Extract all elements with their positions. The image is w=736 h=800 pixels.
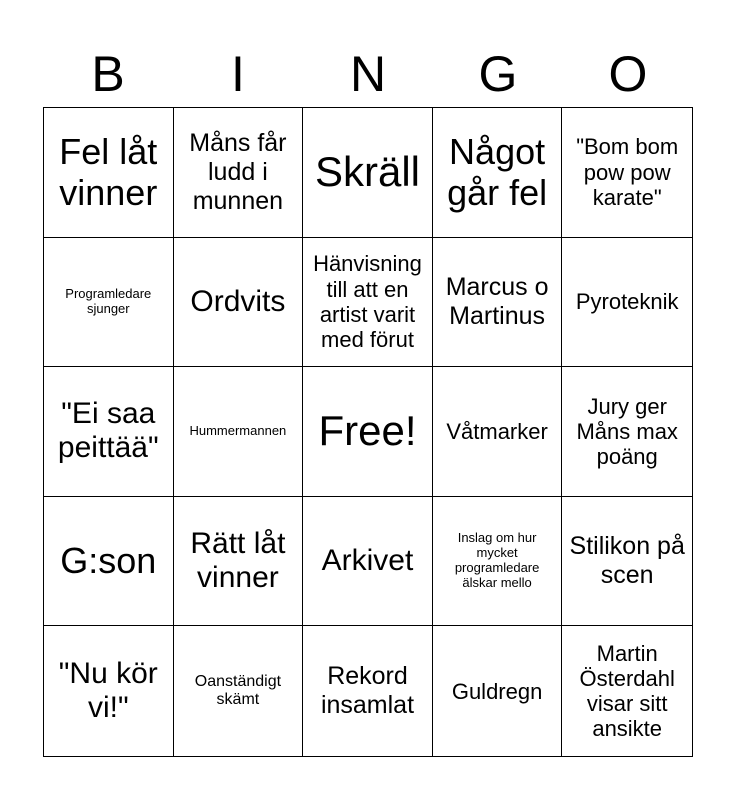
bingo-board (43, 107, 693, 757)
bingo-cell[interactable]: G:son (44, 497, 174, 627)
bingo-cell[interactable]: "Nu kör vi!" (44, 626, 174, 756)
bingo-cell[interactable]: Hänvisning till att en artist varit med förut (303, 238, 433, 368)
bingo-cell[interactable]: Skräll (303, 108, 433, 238)
bingo-cell[interactable]: Måns får ludd i munnen (174, 108, 304, 238)
bingo-cell[interactable]: Guldregn (433, 626, 563, 756)
bingo-cell[interactable]: Ordvits (174, 238, 304, 368)
bingo-cell[interactable]: "Ei saa peittää" (44, 367, 174, 497)
bingo-cell[interactable]: Något går fel (433, 108, 563, 238)
bingo-cell-free[interactable]: Free! (303, 367, 433, 497)
bingo-cell[interactable]: Fel låt vinner (44, 108, 174, 238)
bingo-cell[interactable]: Pyroteknik (562, 238, 692, 368)
header-letter-b: B (91, 46, 125, 102)
bingo-cell[interactable]: Rekord insamlat (303, 626, 433, 756)
bingo-cell[interactable]: Hummermannen (174, 367, 304, 497)
bingo-cell[interactable]: Arkivet (303, 497, 433, 627)
bingo-cell[interactable]: Martin Österdahl visar sitt ansikte (579, 640, 675, 742)
header-letter-o: O (608, 46, 648, 102)
header-letter-n: N (349, 46, 387, 102)
bingo-cell[interactable]: Rätt låt vinner (174, 497, 304, 627)
header-letter-g: G (478, 46, 518, 102)
bingo-cell[interactable]: Programledare sjunger (44, 238, 174, 368)
header-letter-i: I (231, 46, 245, 102)
bingo-header (43, 40, 693, 108)
bingo-cell[interactable]: Stilikon på scen (562, 497, 692, 627)
bingo-cell[interactable]: Våtmarker (433, 367, 563, 497)
bingo-cell[interactable]: Inslag om hur mycket programledare älskar mello (433, 497, 563, 627)
bingo-cell[interactable]: "Bom bom pow pow karate" (562, 108, 692, 238)
bingo-cell[interactable]: Jury ger Måns max poäng (562, 367, 692, 497)
bingo-cell[interactable]: Oanständigt skämt (174, 626, 304, 756)
bingo-cell[interactable]: Marcus o Martinus (433, 238, 563, 368)
